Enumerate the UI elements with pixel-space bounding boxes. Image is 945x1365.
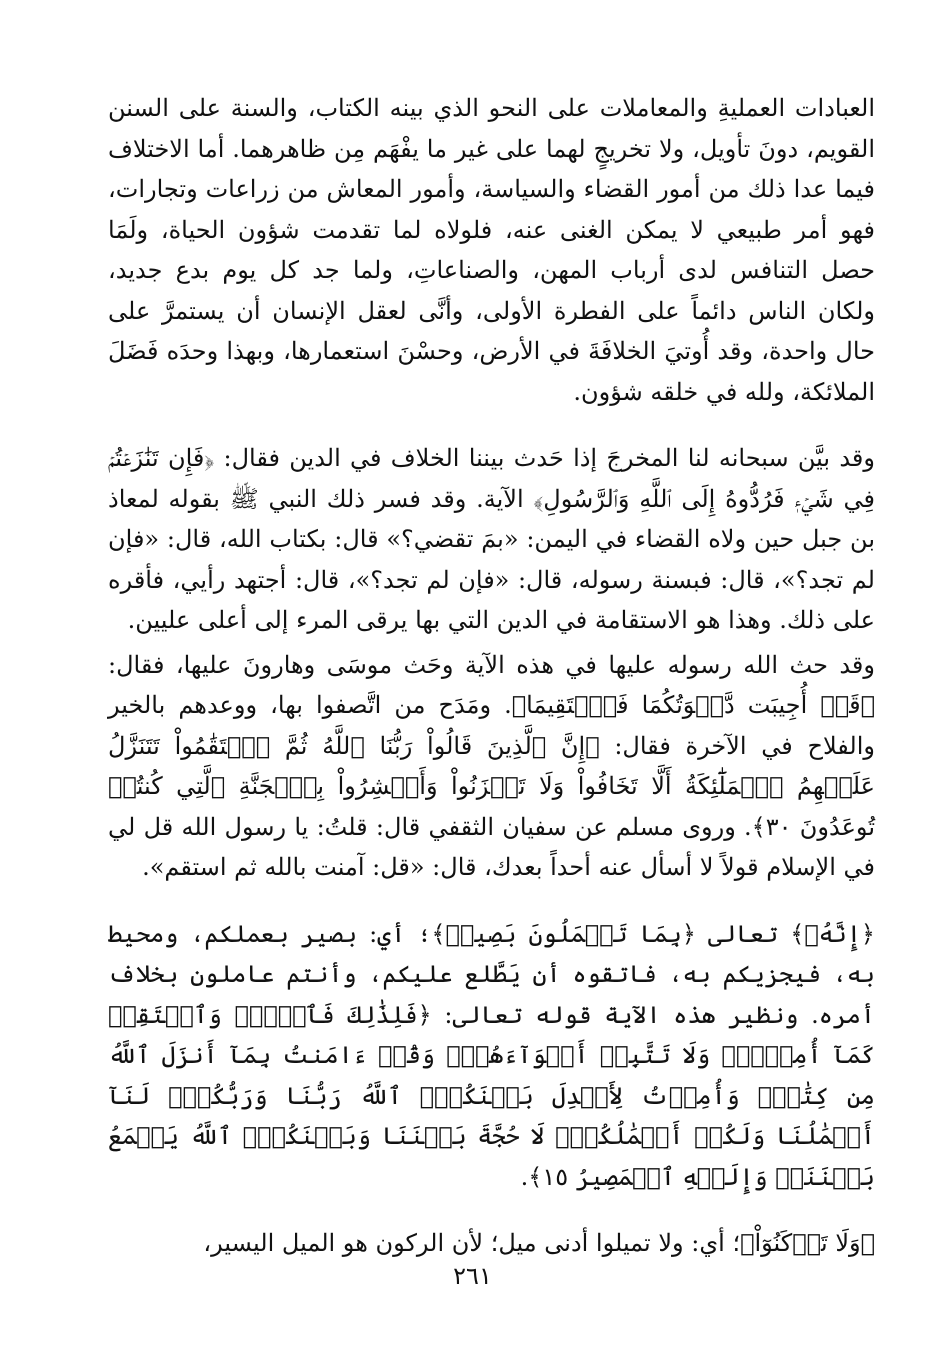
paragraph-way-out: وقد بيَّن سبحانه لنا المخرجَ إذا حَدث بيننا الخلاف في الدين فقال: ﴿فَإِن تَنَٰزَعۡتُمۡ فِي شَيۡءٖ فَرُدُّوهُ إِلَى ٱللَّهِ وَٱلرَّسُولِ﴾ الآية. وقد فسر ذلك النبي ﷺ بقوله لمعاذ بن جبل حين ولاه القضاء في اليمن: «بمَ تقضي؟» قال: بكتاب الله، قال: «فإن لم تجد؟»، قال: فبسنة رسوله، قال: «فإن لم تجد؟»، قال: أجتهد رأيي، فأقره على ذلك. وهذا هو الاستقامة في الدين التي بها يرقى المرء إلى أعلى عليين. [108,444,875,634]
paragraph-spacer [108,412,875,438]
page-body [108,88,875,1264]
paragraph-all-seeing: ﴿إِنَّهُۥ﴾ تعالى ﴿بِمَا تَعۡمَلُونَ بَصِيرٞ﴾؛ أي: بصير بعملكم، ومحيط به، فيجزيكم به، فاتقوه أن يَطَّلع عليكم، وأنتم عاملون بخلاف أمره. ونظير هذه الآية قوله تعالى: ﴿فَلِذَٰلِكَ فَٱدۡعُۖ وَٱسۡتَقِمۡ كَمَآ أُمِرۡتَۖ وَلَا تَتَّبِعۡ أَهۡوَآءَهُمۡۖ وَقُلۡ ءَامَنتُ بِمَآ أَنزَلَ ٱللَّهُ مِن كِتَٰبٖۖ وَأُمِرۡتُ لِأَعۡدِلَ بَيۡنَكُمُۖ ٱللَّهُ رَبُّنَا وَرَبُّكُمۡۖ لَنَآ أَعۡمَٰلُنَا وَلَكُمۡ أَعۡمَٰلُكُمۡۖ لَا حُجَّةَ بَيۡنَنَا وَبَيۡنَكُمُۖ ٱللَّهُ يَجۡمَعُ بَيۡنَنَاۖ وَإِلَيۡهِ ٱلۡمَصِيرُ ١٥﴾. [108,919,875,1191]
paragraph-spacer [108,1197,875,1223]
paragraph-do-not-incline: ﴿وَلَا تَرۡكَنُوٓاْ﴾؛ أي: ولا تميلوا أدنى ميل؛ لأن الركون هو الميل اليسير، [203,1229,875,1257]
page-number: ٢٦١ [453,1262,492,1290]
paragraph-steadfastness: وقد حث الله رسوله عليها في هذه الآية وحَث موسَى وهارونَ عليها، فقال: ﴿قَدۡ أُجِيبَت دَّعۡوَتُكُمَا فَٱسۡتَقِيمَا﴾. ومَدَح من اتَّصفوا بها، ووعدهم بالخير والفلاح في الآخرة فقال: ﴿إِنَّ ٱلَّذِينَ قَالُواْ رَبُّنَا ٱللَّهُ ثُمَّ ٱسۡتَقَٰمُواْ تَتَنَزَّلُ عَلَيۡهِمُ ٱلۡمَلَٰٓئِكَةُ أَلَّا تَخَافُواْ وَلَا تَحۡزَنُواْ وَأَبۡشِرُواْ بِٱلۡجَنَّةِ ٱلَّتِي كُنتُمۡ تُوعَدُونَ ٣٠﴾. وروى مسلم عن سفيان الثقفي قال: قلتُ: يا رسول الله قل لي في الإسلام قولاً لا أسأل عنه أحداً بعدك، قال: «قل: آمنت بالله ثم استقم». [108,650,876,881]
paragraph-differences: العبادات العمليةِ والمعاملات على النحو الذي بينه الكتاب، والسنة على السنن القويم، دونَ تأويل، ولا تخريجٍ لهما على غير ما يفْهَم مِن ظاهرهما. أما الاختلاف فيما عدا ذلك من أمور القضاء والسياسة، وأمور المعاش من زراعات وتجارات، فهو أمر طبيعي لا يمكن الغنى عنه، فلولاه لما تقدمت شؤون الحياة، ولَمَا حصل التنافس لدى أرباب المهن، والصناعاتِ، ولما جد كل يوم بدع جديد، ولكان الناس دائماً على الفطرة الأولى، وأنَّى لعقل الإنسان أن يستمرَّ على حال واحدة، وقد أُوتيَ الخلافَةَ في الأرض، وحسْنَ استعمارها، وبهذا وحدَه فَضَلَ الملائكة، ولله في خلقه شؤون. [108,94,875,406]
paragraph-spacer [108,888,875,914]
